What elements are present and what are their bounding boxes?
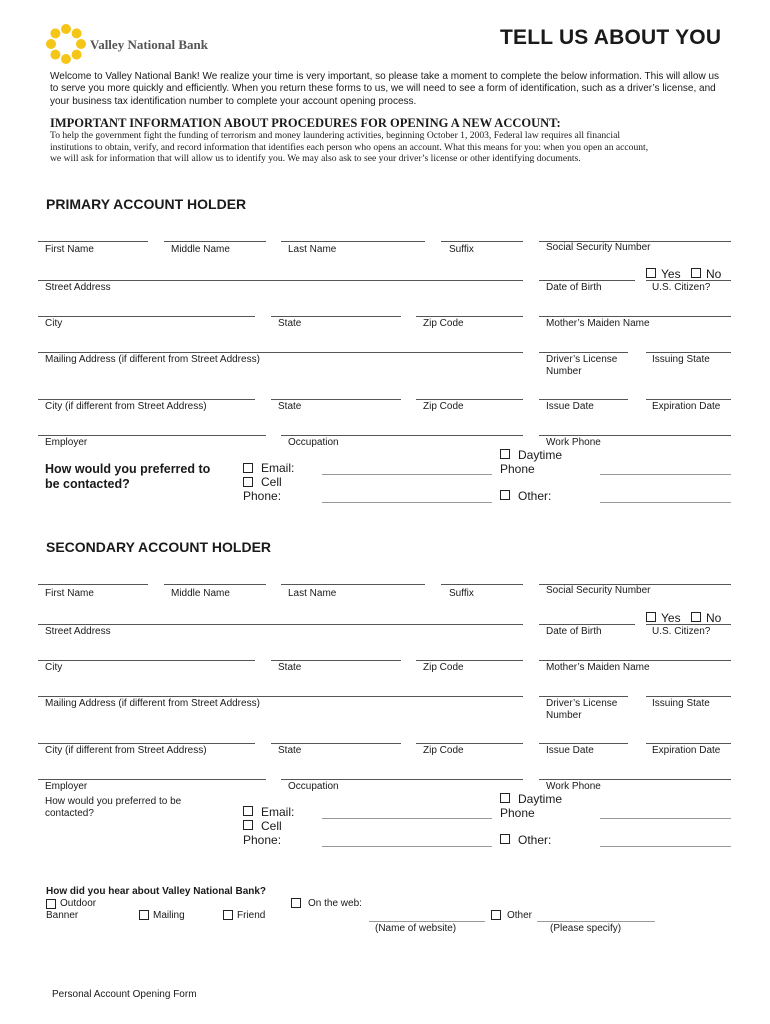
first-name-field[interactable] [38,241,148,242]
work-phone-label: Work Phone [546,437,601,448]
email-label: Email: [261,461,295,475]
middle-name-label: Middle Name [171,588,230,599]
web-checkbox[interactable] [291,898,301,908]
ssn-label: Social Security Number [546,242,651,253]
state2-label: State [278,401,302,412]
issue-date-field[interactable] [539,399,628,400]
dl-number-field[interactable] [539,696,628,697]
outdoor-label: Outdoor [60,898,97,909]
occupation-field[interactable] [281,779,523,780]
street-address-label: Street Address [45,626,111,637]
issuing-state-field[interactable] [646,696,731,697]
email-checkbox[interactable] [243,806,253,816]
contact-question-2: contacted? [45,808,94,819]
dob-label: Date of Birth [546,282,602,293]
zip2-field[interactable] [416,399,523,400]
state-label: State [278,318,302,329]
exp-date-field[interactable] [646,399,731,400]
daytime-phone-label: Phone [500,462,535,476]
cell-label: Cell [261,475,282,489]
zip-field[interactable] [416,660,523,661]
citizen-yes-label: Yes [661,267,681,281]
daytime-label: Daytime [518,792,563,806]
daytime-phone-field[interactable] [600,818,731,819]
city-field[interactable] [38,660,255,661]
important-heading: IMPORTANT INFORMATION ABOUT PROCEDURES FOR OPENING A NEW ACCOUNT: [50,116,561,130]
email-label: Email: [261,805,295,819]
specify-caption: (Please specify) [550,923,622,934]
dob-field[interactable] [539,280,635,281]
citizen-yes-label: Yes [661,611,681,625]
citizen-label: U.S. Citizen? [652,626,711,637]
suffix-label: Suffix [449,588,474,599]
dl-label-2: Number [546,366,582,377]
maiden-name-label: Mother’s Maiden Name [546,318,650,329]
exp-date-label: Expiration Date [652,745,721,756]
citizen-label: U.S. Citizen? [652,282,711,293]
dob-label: Date of Birth [546,626,602,637]
issuing-state-field[interactable] [646,352,731,353]
city-label: City [45,662,63,673]
last-name-label: Last Name [288,588,337,599]
contact-question: How would you preferred to be [45,796,182,807]
issue-date-label: Issue Date [546,401,594,412]
other-label: Other: [518,489,552,503]
middle-name-field[interactable] [164,584,266,585]
friend-label: Friend [237,910,266,921]
city-diff-label: City (if different from Street Address) [45,401,207,412]
citizen-field[interactable] [646,624,731,625]
issuing-state-label: Issuing State [652,698,710,709]
work-phone-field[interactable] [539,435,731,436]
mailing-address-field[interactable] [38,696,523,697]
important-paragraph: To help the government fight the funding of terrorism and money laundering activities, beginning October 1, 2003, Federal law requires all financial institutions to obtain, verify, and record information that identifies each person who opens an account. What this means for you: when you open an account, we will ask for information that will allow us to identify you. We may also ask to see your driver’s license or other identifying documents. [50,130,649,164]
issuing-state-label: Issuing State [652,354,710,365]
other-checkbox[interactable] [500,834,510,844]
hear-other-checkbox[interactable] [491,910,501,920]
outdoor-banner-checkbox[interactable] [46,899,56,909]
hear-other-label: Other [507,910,533,921]
last-name-field[interactable] [281,241,425,242]
friend-checkbox[interactable] [223,910,233,920]
zip2-field[interactable] [416,743,523,744]
first-name-label: First Name [45,588,94,599]
mailing-address-label: Mailing Address (if different from Street Address) [45,698,260,709]
state2-label: State [278,745,302,756]
daytime-checkbox[interactable] [500,449,510,459]
zip-label: Zip Code [423,318,464,329]
citizen-field[interactable] [646,280,731,281]
citizen-no-label: No [706,267,722,281]
daytime-phone-label: Phone [500,806,535,820]
email-checkbox[interactable] [243,463,253,473]
maiden-name-label: Mother’s Maiden Name [546,662,650,673]
email-field[interactable] [322,474,492,475]
cell-phone-label: Phone: [243,833,282,847]
employer-label: Employer [45,437,88,448]
occupation-label: Occupation [288,781,339,792]
daytime-checkbox[interactable] [500,793,510,803]
cell-label: Cell [261,819,282,833]
state2-field[interactable] [271,743,401,744]
city-field[interactable] [38,316,255,317]
other-label: Other: [518,833,552,847]
dob-field[interactable] [539,624,635,625]
zip2-label: Zip Code [423,745,464,756]
city-diff-field[interactable] [38,743,255,744]
street-address-label: Street Address [45,282,111,293]
middle-name-field[interactable] [164,241,266,242]
employer-field[interactable] [38,779,266,780]
dl-number-field[interactable] [539,352,628,353]
state-label: State [278,662,302,673]
page-title: TELL US ABOUT YOU [500,26,722,49]
last-name-field[interactable] [281,584,425,585]
website-name-field[interactable] [369,921,485,922]
issue-date-field[interactable] [539,743,628,744]
ssn-label: Social Security Number [546,585,651,596]
city-diff-label: City (if different from Street Address) [45,745,207,756]
other-contact-field[interactable] [600,502,731,503]
work-phone-field[interactable] [539,779,731,780]
hear-other-field[interactable] [537,921,655,922]
issue-date-label: Issue Date [546,745,594,756]
citizen-no-checkbox[interactable] [691,612,701,622]
bank-logo [46,24,86,64]
middle-name-label: Middle Name [171,244,230,255]
cell-phone-field[interactable] [322,846,492,847]
cell-phone-label: Phone: [243,489,282,503]
bank-name: Valley National Bank [90,37,208,52]
exp-date-field[interactable] [646,743,731,744]
citizen-yes-checkbox[interactable] [646,612,656,622]
citizen-no-label: No [706,611,722,625]
suffix-field[interactable] [441,241,523,242]
contact-question: How would you preferred to [45,462,211,476]
cell-checkbox[interactable] [243,820,253,830]
suffix-label: Suffix [449,244,474,255]
mailing-address-field[interactable] [38,352,523,353]
maiden-name-field[interactable] [539,660,731,661]
state-field[interactable] [271,660,401,661]
contact-question-2: be contacted? [45,477,130,491]
exp-date-label: Expiration Date [652,401,721,412]
cell-phone-field[interactable] [322,502,492,503]
citizen-yes-checkbox[interactable] [646,268,656,278]
occupation-field[interactable] [281,435,523,436]
city-label: City [45,318,63,329]
street-address-field[interactable] [38,280,523,281]
other-checkbox[interactable] [500,490,510,500]
citizen-no-checkbox[interactable] [691,268,701,278]
web-label: On the web: [308,898,362,909]
street-address-field[interactable] [38,624,523,625]
mailing-label: Mailing [153,910,185,921]
banner-label: Banner [46,910,79,921]
zip2-label: Zip Code [423,401,464,412]
mailing-address-label: Mailing Address (if different from Street Address) [45,354,260,365]
daytime-phone-field[interactable] [600,474,731,475]
secondary-heading: SECONDARY ACCOUNT HOLDER [46,539,272,555]
suffix-field[interactable] [441,584,523,585]
employer-label: Employer [45,781,88,792]
last-name-label: Last Name [288,244,337,255]
primary-heading: PRIMARY ACCOUNT HOLDER [46,196,247,212]
first-name-field[interactable] [38,584,148,585]
state-field[interactable] [271,316,401,317]
first-name-label: First Name [45,244,94,255]
occupation-label: Occupation [288,437,339,448]
zip-label: Zip Code [423,662,464,673]
other-contact-field[interactable] [600,846,731,847]
cell-checkbox[interactable] [243,477,253,487]
hear-question: How did you hear about Valley National Bank? [46,886,267,897]
sunburst-logo-icon [46,24,86,64]
dl-label-2: Number [546,710,582,721]
email-field[interactable] [322,818,492,819]
daytime-label: Daytime [518,448,563,462]
work-phone-label: Work Phone [546,781,601,792]
mailing-checkbox[interactable] [139,910,149,920]
employer-field[interactable] [38,435,266,436]
dl-label: Driver’s License [546,354,618,365]
state2-field[interactable] [271,399,401,400]
form-name-footer: Personal Account Opening Form [52,989,197,1000]
city-diff-field[interactable] [38,399,255,400]
zip-field[interactable] [416,316,523,317]
website-caption: (Name of website) [375,923,457,934]
dl-label: Driver’s License [546,698,618,709]
maiden-name-field[interactable] [539,316,731,317]
welcome-paragraph: Welcome to Valley National Bank! We realize your time is very important, so please take a moment to complete the below information. This will allow us to serve you more quickly and efficiently. When you return these forms to us, we will need to see a form of identification, such as a driver’s license, and your business tax identification number to complete your account opening process. [50,71,719,107]
